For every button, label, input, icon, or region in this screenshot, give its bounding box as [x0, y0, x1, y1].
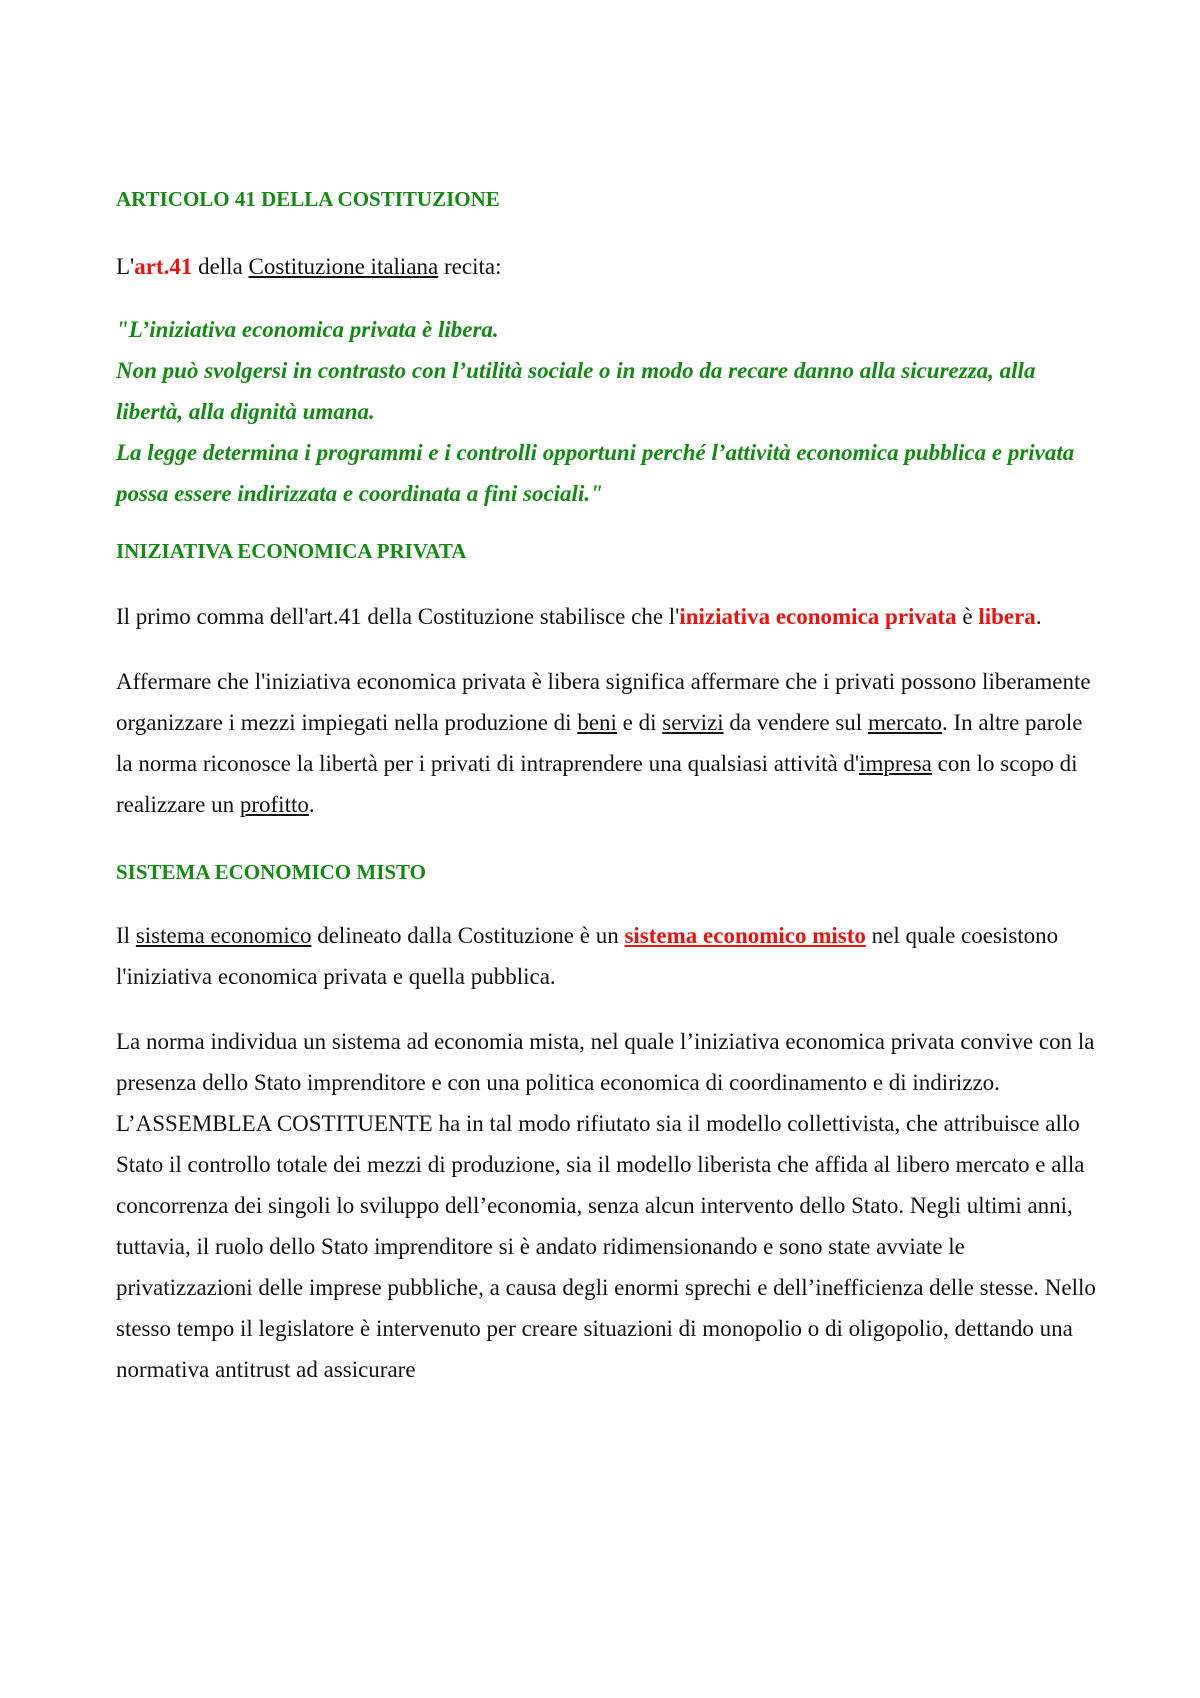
comma-text-2: è	[956, 604, 979, 629]
aff-text-5: con lo scopo di realizzare un	[116, 751, 1078, 817]
aff-text-6: .	[308, 792, 315, 817]
mercato-link[interactable]: mercato	[867, 710, 943, 735]
profitto-link[interactable]: profitto	[239, 792, 309, 817]
impresa-link[interactable]: impresa	[859, 751, 932, 776]
primo-comma-paragraph	[116, 596, 1096, 637]
sistema-misto-link[interactable]: sistema economico misto	[624, 923, 866, 948]
costituzione-italiana-link[interactable]: Costituzione italiana	[248, 254, 439, 279]
intro-suffix: recita:	[438, 254, 502, 279]
heading-iniziativa-economica: INIZIATIVA ECONOMICA PRIVATA	[116, 539, 467, 563]
art-41-highlight: art.41	[134, 254, 193, 279]
servizi-link[interactable]: servizi	[662, 710, 724, 735]
aff-text-2: e di	[616, 710, 663, 735]
quote-line-2: Non può svolgersi in contrasto con l’utilità sociale o in modo da recare danno alla sicurezza, alla libertà, alla dignità umana.	[116, 358, 1036, 424]
document-content	[116, 184, 1096, 1390]
aff-text-3: da vendere sul	[723, 710, 868, 735]
sys-text-1: Il	[116, 923, 136, 948]
sys-text-2: delineato dalla Costituzione è un	[311, 923, 625, 948]
comma-text-3: .	[1035, 604, 1042, 629]
heading-sistema-economico: SISTEMA ECONOMICO MISTO	[116, 860, 427, 884]
sistema-paragraph	[116, 915, 1096, 997]
norma-paragraph: La norma individua un sistema ad economia mista, nel quale l’iniziativa economica privata convive con la presenza dello Stato imprenditore e con una politica economica di coordinamento e di indirizzo. L’ASSEMBLEA COSTITUENTE ha in tal modo rifiutato sia il modello collettivista, che attribuisce allo Stato il controllo totale dei mezzi di produzione, sia il modello liberista che affida al libero mercato e alla concorrenza dei singoli lo sviluppo dell’economia, senza alcun intervento dello Stato. Negli ultimi anni, tuttavia, il ruolo dello Stato imprenditore si è andato ridimensionando e sono state avviate le privatizzazioni delle imprese pubbliche, a causa degli enormi sprechi e dell’inefficienza delle stesse. Nello stesso tempo il legislatore è intervenuto per creare situazioni di monopolio o di oligopolio, dettando una normativa antitrust ad assicurare	[116, 1029, 1096, 1382]
heading-articolo-41: ARTICOLO 41 DELLA COSTITUZIONE	[116, 187, 500, 211]
aff-text-1: Affermare che l'iniziativa economica privata è libera significa affermare che i privati possono liberamente organizzare i mezzi impiegati nella produzione di	[116, 669, 1091, 735]
sistema-economico-link[interactable]: sistema economico	[135, 923, 312, 948]
intro-paragraph	[116, 246, 1096, 287]
libera-highlight: libera	[978, 604, 1036, 629]
iniziativa-highlight: iniziativa economica privata	[679, 604, 957, 629]
quote-line-3: La legge determina i programmi e i controlli opportuni perché l’attività economica pubblica e privata possa essere indirizzata e coordinata a fini sociali."	[116, 440, 1075, 506]
intro-mid: della	[192, 254, 249, 279]
article-quote	[116, 309, 1096, 514]
aff-text-4: . In altre parole la norma riconosce la libertà per i privati di intraprendere una qualsiasi attività d'	[116, 710, 1083, 776]
sys-text-3: nel quale coesistono l'iniziativa economica privata e quella pubblica.	[116, 923, 1059, 989]
intro-prefix: L'	[116, 254, 135, 279]
affermare-paragraph	[116, 661, 1096, 825]
beni-link[interactable]: beni	[577, 710, 617, 735]
quote-line-1: "L’iniziativa economica privata è libera.	[116, 317, 499, 342]
comma-text-1: Il primo comma dell'art.41 della Costituzione stabilisce che l'	[116, 604, 680, 629]
